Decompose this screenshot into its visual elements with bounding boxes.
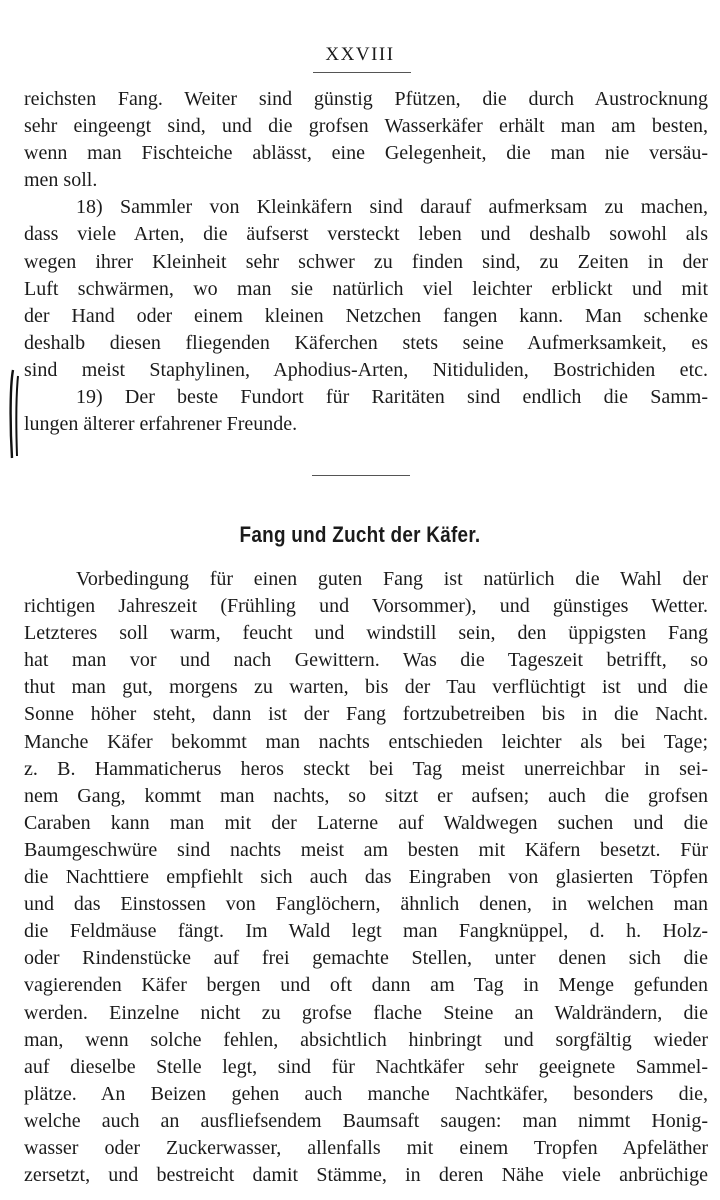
text-line: oder Rindenstücke auf frei gemachte Stellen, unter denen sich die: [24, 947, 708, 970]
text-line: Manche Käfer bekommt man nachts entschieden leichter als bei Tage;: [24, 730, 708, 753]
text-line: wenn man Fischteiche ablässt, eine Gelegenheit, die man nie versäu-: [24, 142, 708, 165]
text-line: der Hand oder einem kleinen Netzchen fangen kann. Man schenke: [24, 304, 708, 327]
top-paragraphs: [24, 86, 708, 438]
text-line: Caraben kann man mit der Laterne auf Waldwegen suchen und die: [24, 811, 708, 834]
text-line: werden. Einzelne nicht zu grofse flache Steine an Waldrändern, die: [24, 1001, 708, 1024]
text-line: wegen ihrer Kleinheit sehr schwer zu finden sind, zu Zeiten in der: [24, 250, 708, 273]
section-paragraph: [24, 566, 708, 1189]
text-line: 18) Sammler von Kleinkäfern sind darauf aufmerksam zu machen,: [76, 196, 708, 219]
margin-pencil-mark: [7, 366, 23, 462]
text-line: sind meist Staphylinen, Aphodius-Arten, Nitiduliden, Bostrichiden etc.: [24, 358, 708, 381]
text-line: Baumgeschwüre sind nachts meist am besten mit Käfern besetzt. Für: [24, 838, 708, 861]
text-line: richtigen Jahreszeit (Frühling und Vorsommer), und günstiges Wetter.: [24, 595, 708, 618]
text-line: die Feldmäuse fängt. Im Wald legt man Fangknüppel, d. h. Holz-: [24, 920, 708, 943]
text-line: sehr eingeengt sind, und die grofsen Wasserkäfer erhält man am besten,: [24, 115, 708, 138]
text-line: thut man gut, morgens zu warten, bis der Tau verflüchtigt ist und die: [24, 676, 708, 699]
text-line: nem Gang, kommt man nachts, so sitzt er aufsen; auch die grofsen: [24, 784, 708, 807]
text-line: welche auch an ausfliefsendem Baumsaft saugen: man nimmt Honig-: [24, 1109, 708, 1132]
text-line: wasser oder Zuckerwasser, allenfalls mit einem Tropfen Apfeläther: [24, 1136, 708, 1159]
text-line: die Nachttiere empfiehlt sich auch das Eingraben von glasierten Töpfen: [24, 866, 708, 889]
text-line: dass viele Arten, die äufserst versteckt leben und deshalb sowohl als: [24, 223, 708, 246]
text-line: man, wenn solche fehlen, absichtlich hinbringt und sorgfältig wieder: [24, 1028, 708, 1051]
text-line: reichsten Fang. Weiter sind günstig Pfützen, die durch Austrocknung: [24, 88, 708, 110]
text-line: Luft schwärmen, wo man sie natürlich viel leichter erblickt und mit: [24, 277, 708, 300]
text-line: zersetzt, und bestreicht damit Stämme, in deren Nähe viele anbrüchige: [24, 1164, 708, 1187]
text-line: auf dieselbe Stelle legt, sind für Nachtkäfer sehr geeignete Sammel-: [24, 1055, 708, 1078]
text-line: z. B. Hammaticherus heros steckt bei Tag meist unerreichbar in sei-: [24, 757, 708, 780]
section-separator-rule: [312, 475, 410, 476]
section-title: Fang und Zucht der Käfer.: [239, 522, 481, 547]
text-line: hat man vor und nach Gewittern. Was die Tageszeit betrifft, so: [24, 649, 708, 672]
text-line: Letzteres soll warm, feucht und windstill sein, den üppigsten Fang: [24, 622, 708, 645]
header-rule: [313, 72, 411, 73]
text-line: deshalb diesen fliegenden Käferchen stets seine Aufmerksamkeit, es: [24, 331, 708, 354]
text-line: Sonne höher steht, dann ist der Fang fortzubetreiben bis in die Nacht.: [24, 703, 708, 726]
text-line: vagierenden Käfer bergen und oft dann am Tag in Menge gefunden: [24, 974, 708, 997]
text-line: men soll.: [24, 169, 98, 192]
text-line: 19) Der beste Fundort für Raritäten sind endlich die Samm-: [76, 386, 708, 409]
page-number: XXVIII: [325, 44, 395, 65]
text-line: lungen älterer erfahrener Freunde.: [24, 413, 298, 436]
text-line: und das Einstossen von Fanglöchern, ähnlich denen, in welchen man: [24, 893, 708, 916]
text-line: plätze. An Beizen gehen auch manche Nachtkäfer, besonders die,: [24, 1082, 708, 1105]
text-line: Vorbedingung für einen guten Fang ist natürlich die Wahl der: [76, 568, 708, 590]
